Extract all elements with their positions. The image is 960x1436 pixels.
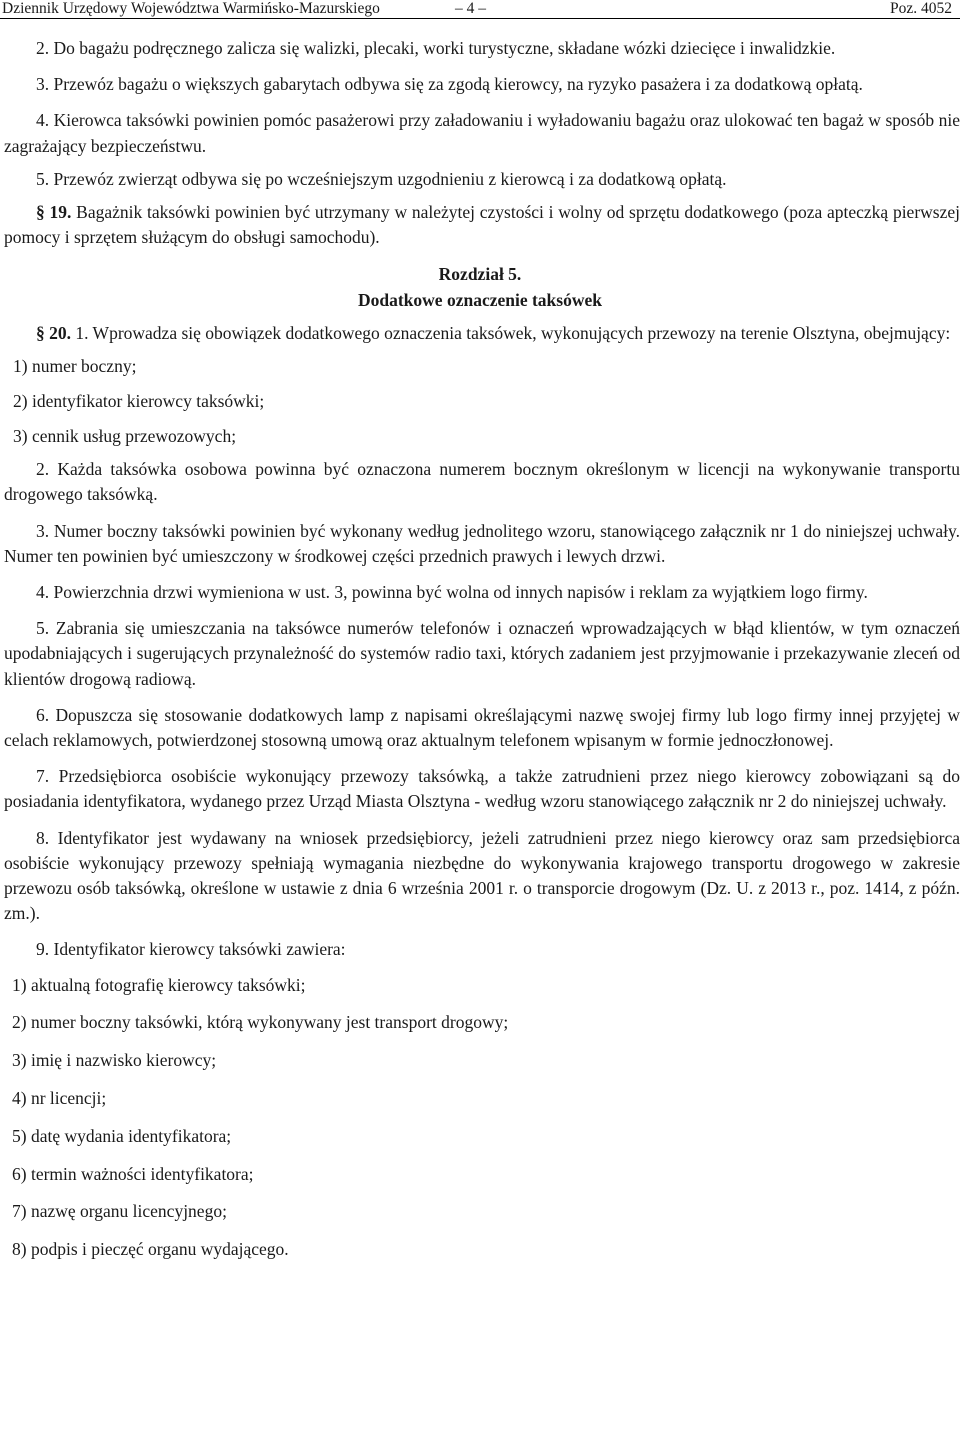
s19-paragraph [0,200,960,250]
list-item: 3) cennik usług przewozowych; [13,426,237,447]
chapter-number: Rozdział 5. [438,264,522,285]
s20-paragraph-5: 5. Zabrania się umieszczania na taksówce numerów telefonów i oznaczeń wprowadzających w błąd klientów, w tym oznaczeń upodabniających i sugerujących przynależność do systemów radio taxi, których zadaniem jest przyjmowanie i przekazywanie zleceń od klientów drogową radiową. [4,618,960,689]
page-header [0,0,960,19]
chapter-heading [0,261,960,313]
s18-paragraph-4: 4. Kierowca taksówki powinien pomóc pasażerowi przy załadowaniu i wyładowaniu bagażu oraz ulokować ten bagaż w sposób nie zagrażający bezpieczeństwu. [4,110,960,156]
list-item: 4) nr licencji; [12,1088,107,1109]
journal-title: Dziennik Urzędowy Województwa Warmińsko-Mazurskiego [2,0,380,17]
page-number: – 4 – [455,0,486,17]
s19-text: Bagażnik taksówki powinien być utrzymany w należytej czystości i wolny od sprzętu dodatkowego (poza apteczką pierwszej pomocy i sprzętem służącym do obsługi samochodu). [4,202,960,248]
list-item: 6) termin ważności identyfikatora; [12,1163,254,1184]
s20-paragraph-9: 9. Identyfikator kierowcy taksówki zawiera: [36,939,346,960]
s20-identifier-list [0,973,960,1263]
s20-text-1: 1. Wprowadza się obowiązek dodatkowego oznaczenia taksówek, wykonujących przewozy na terenie Olsztyna, obejmujący: [71,323,951,344]
list-item: 2) numer boczny taksówki, którą wykonywany jest transport drogowy; [12,1012,509,1033]
s20-paragraph-8: 8. Identyfikator jest wydawany na wniosek przedsiębiorcy, jeżeli zatrudnieni przez niego kierowcy oraz sam przedsiębiorca osobiście wykonujący przewozy spełniają wymagania niezbędne do wykonywania krajowego transportu drogowego w zakresie przewozu osób taksówką, określone w ustawie z dnia 6 września 2001 r. o transporcie drogowym (Dz. U. z 2013 r., poz. 1414, z późn. zm.). [4,827,960,924]
s18-paragraph-3: 3. Przewóz bagażu o większych gabarytach odbywa się za zgodą kierowcy, na ryzyko pasażera i za dodatkową opłatą. [36,74,863,95]
item-position: Poz. 4052 [890,0,952,17]
chapter-title: Dodatkowe oznaczenie taksówek [357,290,602,311]
s20-paragraph-1 [0,321,960,346]
s19-label: § 19. [36,202,72,223]
s18-paragraph-2: 2. Do bagażu podręcznego zalicza się walizki, plecaki, worki turystyczne, składane wózki dziecięce i inwalidzkie. [36,38,836,58]
s20-marking-list [0,354,960,450]
s20-paragraph-7: 7. Przedsiębiorca osobiście wykonujący przewozy taksówką, a także zatrudnieni przez niego kierowcy zobowiązani są do posiadania identyfikatora, wydanego przez Urząd Miasta Olsztyna - według wzoru stanowiącego załącznik nr 2 do niniejszej uchwały. [4,766,960,812]
list-item: 3) imię i nazwisko kierowcy; [12,1050,217,1071]
list-item: 7) nazwę organu licencyjnego; [12,1201,227,1222]
s20-label: § 20. [36,323,71,344]
s18-paragraph-5: 5. Przewóz zwierząt odbywa się po wcześniejszym uzgodnieniu z kierowcą i za dodatkową opłatą. [36,168,727,189]
s20-paragraph-3: 3. Numer boczny taksówki powinien być wykonany według jednolitego wzoru, stanowiącego załącznik nr 1 do niniejszej uchwały. Numer ten powinien być umieszczony w środkowej części przednich prawych i lewych drzwi. [4,520,960,566]
document-body [0,36,960,1262]
s20-paragraph-4: 4. Powierzchnia drzwi wymieniona w ust. 3, powinna być wolna od innych napisów i reklam za wyjątkiem logo firmy. [36,582,868,603]
list-item: 5) datę wydania identyfikatora; [12,1125,232,1146]
list-item: 8) podpis i pieczęć organu wydającego. [12,1239,289,1260]
s20-paragraph-6: 6. Dopuszcza się stosowanie dodatkowych lamp z napisami określającymi nazwę swojej firmy lub logo firmy innej przyjętej w celach reklamowych, potwierdzonej stosowną umową oraz aktualnym telefonem wpisanym w formie jednoczłonowej. [4,704,960,751]
list-item: 1) numer boczny; [13,355,137,376]
list-item: 1) aktualną fotografię kierowcy taksówki; [12,974,306,995]
list-item: 2) identyfikator kierowcy taksówki; [13,390,265,411]
s20-paragraph-2: 2. Każda taksówka osobowa powinna być oznaczona numerem bocznym określonym w licencji na wykonywanie transportu drogowego taksówką. [4,459,960,505]
